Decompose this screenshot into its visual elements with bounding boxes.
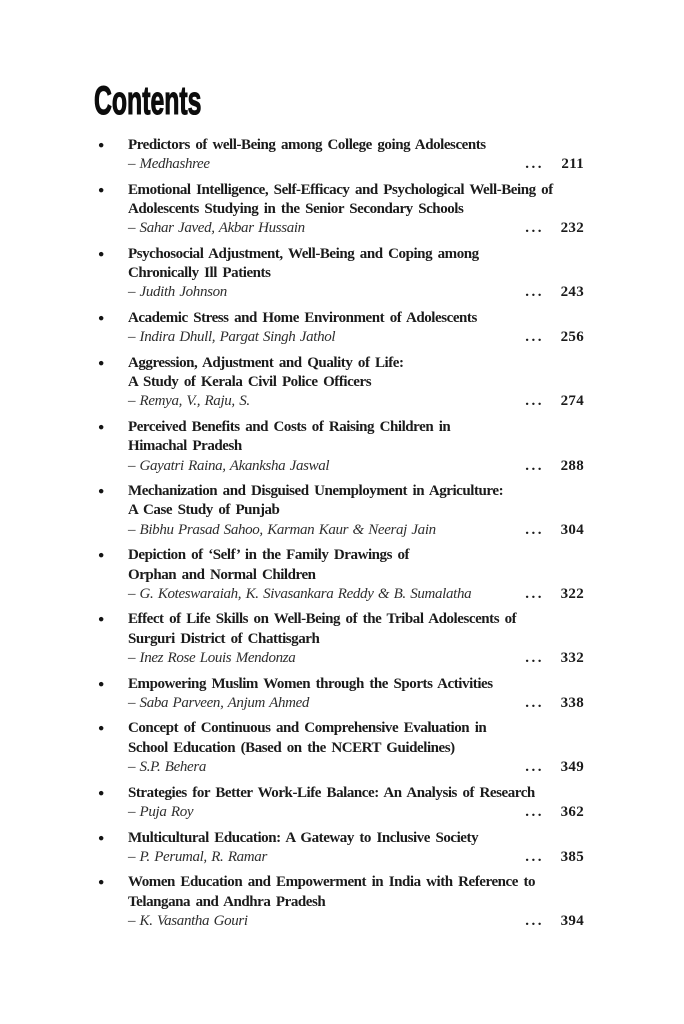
entry-author: – Sahar Javed, Akbar Hussain (128, 220, 305, 237)
entry-title-line: Surguri District of Chattisgarh (128, 630, 320, 647)
entry-title (128, 675, 584, 694)
entry-author: – P. Perumal, R. Ramar (128, 848, 267, 865)
entry-title-line: Adolescents Studying in the Senior Secondary Schools (128, 201, 464, 218)
toc-entry (98, 829, 584, 867)
page-number: 338 (560, 694, 584, 711)
leader-dots: ... (525, 803, 544, 820)
leader-dots: ... (525, 848, 544, 865)
entry-author-row (128, 585, 584, 604)
entry-title-line: Women Education and Empowerment in India with Reference to (128, 874, 536, 891)
bullet-icon: ● (98, 313, 105, 325)
entry-title-line: Chronically Ill Patients (128, 265, 271, 282)
entry-author: – Inez Rose Louis Mendonza (128, 649, 296, 666)
page-number: 349 (560, 758, 584, 775)
entry-body (128, 610, 584, 668)
toc-entry (98, 482, 584, 540)
page-number: 304 (560, 521, 584, 538)
bullet-icon: ● (98, 358, 105, 370)
page-number: 243 (560, 284, 584, 301)
entry-body (128, 546, 584, 604)
entry-body (128, 309, 584, 347)
entry-author-row (128, 758, 584, 777)
entry-title (128, 418, 584, 456)
bullet-icon: ● (98, 422, 105, 434)
entry-title-line: School Education (Based on the NCERT Guidelines) (128, 739, 455, 756)
entry-body (128, 675, 584, 713)
entry-author-row (128, 803, 584, 822)
toc-entry (98, 873, 584, 931)
page-number: 232 (560, 220, 584, 237)
toc-entry (98, 546, 584, 604)
toc-list (98, 136, 584, 931)
bullet-icon: ● (98, 249, 105, 261)
leader-dots: ... (525, 329, 544, 346)
toc-entry (98, 181, 584, 239)
leader-dots: ... (525, 521, 544, 538)
entry-author-row (128, 219, 584, 238)
entry-author-row (128, 155, 584, 174)
leader-dots: ... (525, 156, 544, 173)
toc-entry (98, 354, 584, 412)
entry-author: – Medhashree (128, 156, 210, 173)
toc-entry (98, 675, 584, 713)
entry-title-line: Aggression, Adjustment and Quality of Life: (128, 355, 404, 372)
entry-body (128, 719, 584, 777)
leader-dots: ... (525, 220, 544, 237)
entry-title (128, 245, 584, 283)
toc-entry (98, 309, 584, 347)
entry-body (128, 181, 584, 239)
leader-dots: ... (525, 457, 544, 474)
bullet-icon: ● (98, 678, 105, 690)
entry-body (128, 245, 584, 303)
page-number: 274 (560, 393, 584, 410)
leader-dots: ... (525, 912, 544, 929)
bullet-icon: ● (98, 614, 105, 626)
entry-title (128, 873, 584, 911)
page-number: 288 (560, 457, 584, 474)
page-content (94, 79, 584, 938)
entry-author: – Saba Parveen, Anjum Ahmed (128, 694, 310, 711)
page-number: 256 (560, 329, 584, 346)
toc-entry (98, 245, 584, 303)
entry-title (128, 354, 584, 392)
bullet-icon: ● (98, 486, 105, 498)
entry-author: – K. Vasantha Gouri (128, 912, 248, 929)
entry-title (128, 482, 584, 520)
entry-author-row (128, 649, 584, 668)
entry-title-line: A Case Study of Punjab (128, 502, 280, 519)
entry-author: – Judith Johnson (128, 284, 227, 301)
leader-dots: ... (525, 694, 544, 711)
entry-title-line: Effect of Life Skills on Well-Being of the Tribal Adolescents of (128, 611, 517, 628)
entry-title-line: Orphan and Normal Children (128, 566, 316, 583)
entry-title (128, 309, 584, 328)
leader-dots: ... (525, 649, 544, 666)
entry-author-row (128, 328, 584, 347)
toc-entry (98, 610, 584, 668)
entry-body (128, 136, 584, 174)
bullet-icon: ● (98, 787, 105, 799)
entry-title-line: Emotional Intelligence, Self-Efficacy and Psychological Well-Being of (128, 181, 553, 198)
entry-title-line: Academic Stress and Home Environment of Adolescents (128, 310, 477, 327)
page-number: 385 (560, 848, 584, 865)
bullet-icon: ● (98, 140, 105, 151)
leader-dots: ... (525, 585, 544, 602)
entry-author-row (128, 912, 584, 931)
entry-author: – Remya, V., Raju, S. (128, 393, 250, 410)
entry-title-line: Strategies for Better Work-Life Balance: An Analysis of Research (128, 784, 535, 801)
toc-entry (98, 719, 584, 777)
entry-title-line: Multicultural Education: A Gateway to Inclusive Society (128, 829, 479, 846)
entry-body (128, 354, 584, 412)
page-number: 332 (560, 649, 584, 666)
bullet-icon: ● (98, 877, 105, 889)
entry-title (128, 136, 584, 155)
page-number: 211 (561, 156, 584, 173)
entry-title (128, 610, 584, 648)
entry-body (128, 784, 584, 822)
bullet-icon: ● (98, 550, 105, 562)
entry-title-line: Predictors of well-Being among College going Adolescents (128, 137, 486, 153)
page-number: 394 (560, 912, 584, 929)
entry-author-row (128, 848, 584, 867)
entry-author: – Bibhu Prasad Sahoo, Karman Kaur & Neeraj Jain (128, 521, 436, 538)
entry-title (128, 546, 584, 584)
bullet-icon: ● (98, 832, 105, 844)
entry-author: – S.P. Behera (128, 758, 206, 775)
entry-body (128, 829, 584, 867)
toc-entry (98, 136, 584, 174)
entry-title-line: Concept of Continuous and Comprehensive Evaluation in (128, 720, 487, 737)
entry-body (128, 873, 584, 931)
entry-title-line: Telangana and Andhra Pradesh (128, 893, 326, 910)
entry-title (128, 784, 584, 803)
toc-entry (98, 418, 584, 476)
entry-title (128, 719, 584, 757)
entry-author-row (128, 521, 584, 540)
entry-body (128, 482, 584, 540)
bullet-icon: ● (98, 723, 105, 735)
page-title: Contents (94, 79, 202, 123)
entry-title-line: Depiction of ‘Self’ in the Family Drawings of (128, 547, 410, 564)
entry-author-row (128, 392, 584, 411)
entry-title-line: Himachal Pradesh (128, 438, 242, 455)
entry-author-row (128, 457, 584, 476)
entry-author-row (128, 694, 584, 713)
entry-body (128, 418, 584, 476)
entry-title-line: Empowering Muslim Women through the Sports Activities (128, 675, 493, 692)
page-number: 362 (560, 803, 584, 820)
entry-title-line: Mechanization and Disguised Unemployment in Agriculture: (128, 483, 504, 500)
bullet-icon: ● (98, 184, 105, 196)
toc-entry (98, 784, 584, 822)
entry-author: – G. Koteswaraiah, K. Sivasankara Reddy & B. Sumalatha (128, 585, 472, 602)
leader-dots: ... (525, 758, 544, 775)
entry-title-line: A Study of Kerala Civil Police Officers (128, 374, 372, 391)
entry-author: – Gayatri Raina, Akanksha Jaswal (128, 457, 330, 474)
leader-dots: ... (525, 284, 544, 301)
page-number: 322 (560, 585, 584, 602)
entry-title-line: Psychosocial Adjustment, Well-Being and Coping among (128, 246, 479, 263)
entry-author-row (128, 283, 584, 302)
entry-author: – Puja Roy (128, 803, 194, 820)
entry-title-line: Perceived Benefits and Costs of Raising Children in (128, 419, 451, 436)
entry-title (128, 829, 584, 848)
entry-title (128, 181, 584, 219)
entry-author: – Indira Dhull, Pargat Singh Jathol (128, 329, 336, 346)
leader-dots: ... (525, 393, 544, 410)
